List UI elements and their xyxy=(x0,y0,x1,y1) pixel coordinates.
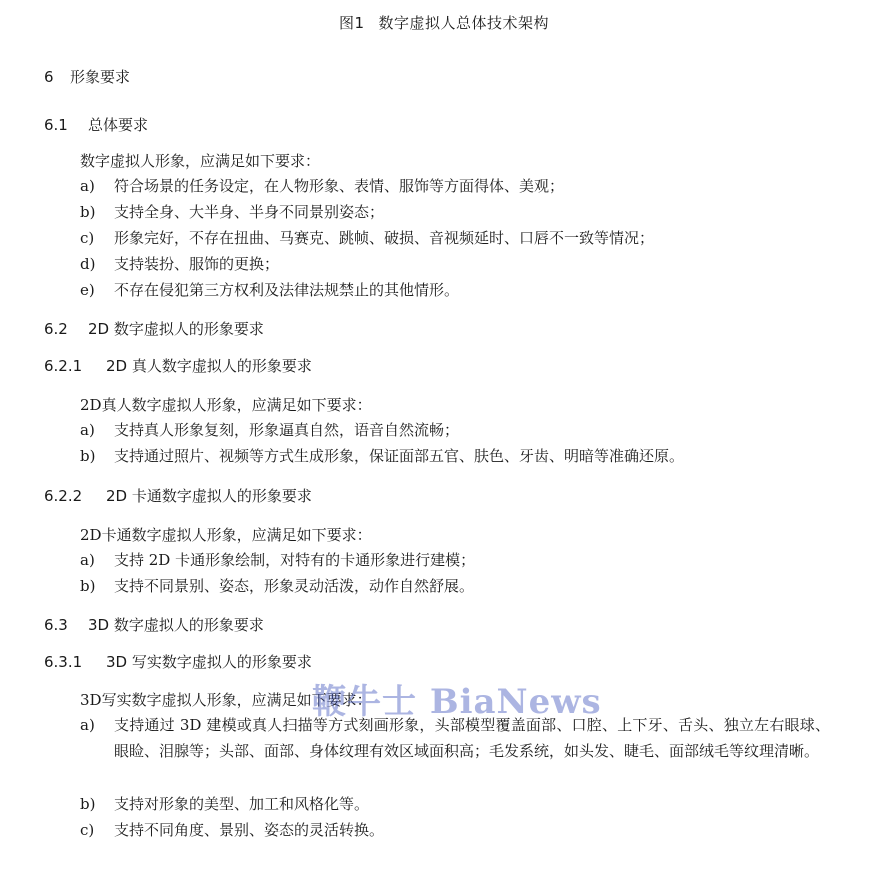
list-text: 支持装扮、服饰的更换； xyxy=(114,255,280,273)
list-text: 支持不同角度、景别、姿态的灵活转换。 xyxy=(114,821,385,839)
list-text: 支持全身、大半身、半身不同景别姿态； xyxy=(114,203,385,221)
list-text: 形象完好，不存在扭曲、马赛克、跳帧、破损、音视频延时、口唇不一致等情况； xyxy=(114,229,655,247)
list-marker: a) xyxy=(80,716,95,734)
list-marker: c) xyxy=(80,229,95,247)
list-text: 支持 2D 卡通形象绘制，对特有的卡通形象进行建模； xyxy=(114,551,476,569)
section-title: 形象要求 xyxy=(70,68,131,86)
list-text: 支持不同景别、姿态，形象灵动活泼，动作自然舒展。 xyxy=(114,577,475,595)
list-item xyxy=(80,712,830,764)
section-title: 3D 写实数字虚拟人的形象要求 xyxy=(106,653,312,671)
section-number: 6.3 xyxy=(44,616,68,634)
figure-caption xyxy=(0,12,888,33)
section-6-2-2-heading xyxy=(44,485,312,506)
list-marker: e) xyxy=(80,281,95,299)
section-title: 3D 数字虚拟人的形象要求 xyxy=(88,616,264,634)
section-title: 2D 卡通数字虚拟人的形象要求 xyxy=(106,487,312,505)
list-text: 支持真人形象复刻，形象逼真自然，语音自然流畅； xyxy=(114,421,460,439)
section-number: 6.2.1 xyxy=(44,357,83,375)
list-marker: a) xyxy=(80,421,95,439)
list-text: 支持对形象的美型、加工和风格化等。 xyxy=(114,795,370,813)
section-6-2-heading xyxy=(44,318,264,339)
figure-title: 数字虚拟人总体技术架构 xyxy=(378,14,550,32)
section-6-3-1-heading xyxy=(44,651,312,672)
section-number: 6.2.2 xyxy=(44,487,83,505)
figure-label: 图1 xyxy=(338,14,365,32)
list-marker: a) xyxy=(80,177,95,195)
list-item xyxy=(80,547,830,573)
section-number: 6.2 xyxy=(44,320,68,338)
list-item xyxy=(80,791,830,817)
section-title: 2D 真人数字虚拟人的形象要求 xyxy=(106,357,312,375)
section-6-2-2-intro: 2D卡通数字虚拟人形象，应满足如下要求： xyxy=(80,526,372,544)
list-item xyxy=(80,277,830,303)
section-number: 6 xyxy=(44,68,54,86)
section-title: 总体要求 xyxy=(88,116,149,134)
section-6-heading xyxy=(44,66,130,87)
list-item xyxy=(80,817,830,843)
section-title: 2D 数字虚拟人的形象要求 xyxy=(88,320,264,338)
section-6-2-1-intro: 2D真人数字虚拟人形象，应满足如下要求： xyxy=(80,396,372,414)
list-text: 符合场景的任务设定，在人物形象、表情、服饰等方面得体、美观； xyxy=(114,177,565,195)
list-item xyxy=(80,573,830,599)
list-text: 支持通过照片、视频等方式生成形象，保证面部五官、肤色、牙齿、明暗等准确还原。 xyxy=(114,447,685,465)
list-marker: a) xyxy=(80,551,95,569)
section-number: 6.1 xyxy=(44,116,68,134)
list-item xyxy=(80,443,830,469)
list-item xyxy=(80,225,830,251)
list-item xyxy=(80,199,830,225)
section-number: 6.3.1 xyxy=(44,653,83,671)
section-6-3-heading xyxy=(44,614,264,635)
section-6-1-intro: 数字虚拟人形象，应满足如下要求： xyxy=(80,152,321,170)
list-text: 支持通过 3D 建模或真人扫描等方式刻画形象，头部模型覆盖面部、口腔、上下牙、舌头、独立左右眼球、眼睑、泪腺等；头部、面部、身体纹理有效区域面积高；毛发系统，如头发、睫毛、面部绒毛等纹理清晰。 xyxy=(114,716,830,760)
list-marker: b) xyxy=(80,795,96,813)
list-marker: b) xyxy=(80,577,96,595)
list-marker: b) xyxy=(80,203,96,221)
list-marker: d) xyxy=(80,255,96,273)
watermark-logo: 鞭牛士 BiaNews xyxy=(312,682,602,722)
section-6-2-1-heading xyxy=(44,355,312,376)
section-6-1-heading xyxy=(44,114,148,135)
list-item xyxy=(80,173,830,199)
section-6-3-1-intro: 3D写实数字虚拟人形象，应满足如下要求： xyxy=(80,691,372,709)
list-marker: b) xyxy=(80,447,96,465)
list-item xyxy=(80,417,830,443)
list-item xyxy=(80,251,830,277)
list-text: 不存在侵犯第三方权利及法律法规禁止的其他情形。 xyxy=(114,281,460,299)
list-marker: c) xyxy=(80,821,95,839)
